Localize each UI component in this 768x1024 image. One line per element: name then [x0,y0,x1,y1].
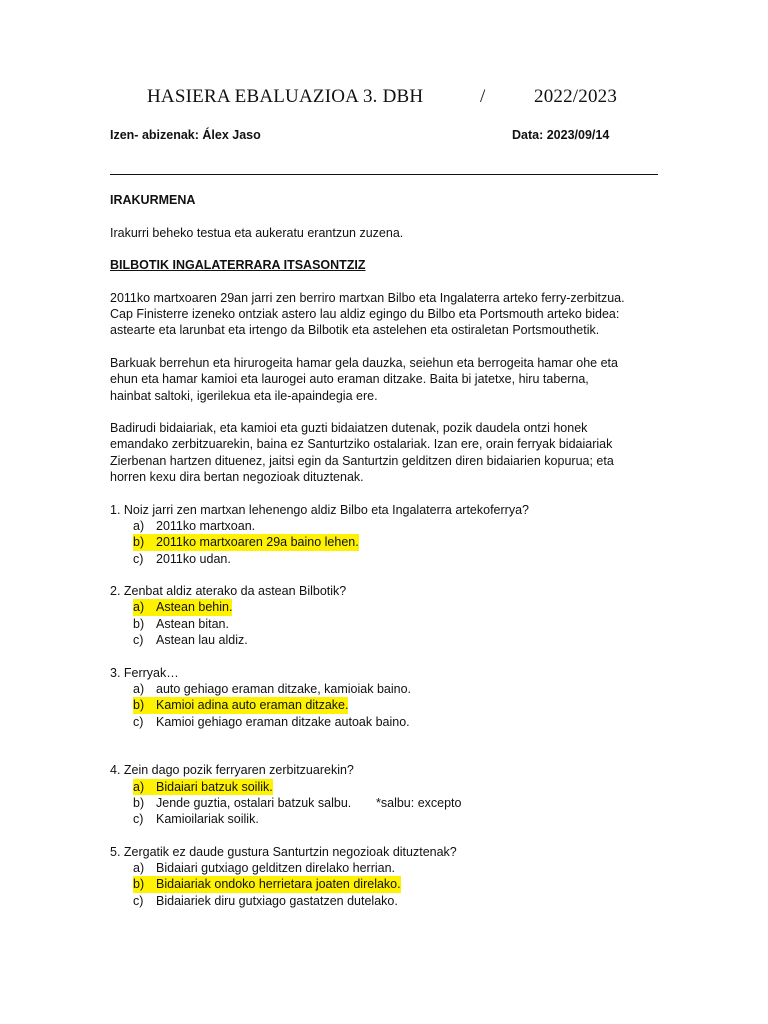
option-text: Bidaiariak ondoko herrietara joaten direlako. [156,877,401,892]
option-letter: c) [133,633,144,648]
paragraph-line: astearte eta larunbat eta irtengo da Bilbotik eta astelehen eta ostiraletan Portsmouthetik. [110,323,600,338]
option-letter: c) [133,812,144,827]
paragraph [110,355,670,404]
answer-option[interactable] [110,876,670,892]
option-text: Kamioilariak soilik. [156,812,259,827]
option-letter: c) [133,551,144,566]
option-letter: a) [133,681,145,696]
highlighted-answer [133,876,401,892]
option-text: Astean lau aldiz. [156,633,248,648]
answer-text-wrap [156,681,411,697]
answer-text-wrap [156,795,351,811]
spacer [110,485,670,501]
highlighted-answer [133,697,348,713]
option-letter: a) [133,600,145,615]
paragraph-line: Badirudi bidaiariak, eta kamioi eta guzti bidaiatzen dutenak, pozik daudela ontzi honek [110,421,588,436]
school-year: 2022/2023 [534,86,618,107]
answer-option[interactable] [110,795,670,811]
document-title [0,86,768,110]
paragraph-line: Cap Finisterre izeneko ontziak astero lau aldiz egingo du Bilbo eta Portsmouth arteko bidea: [110,307,620,322]
spacer [110,909,670,925]
question-text: 2. Zenbat aldiz aterako da astean Bilbotik? [110,584,347,599]
question-text: 3. Ferryak… [110,665,179,680]
answer-text-wrap [156,518,255,534]
answer-option[interactable] [110,534,670,550]
option-letter: b) [133,535,145,550]
answer-text-wrap [156,811,259,827]
highlighted-answer [133,599,232,615]
option-letter: a) [133,518,145,533]
option-letter: b) [133,698,145,713]
option-letter: a) [133,861,145,876]
paragraph-line: 2011ko martxoaren 29an jarri zen berriro martxan Bilbo eta Ingalaterra arteko ferry-zerbitzua. [110,290,625,305]
answer-option[interactable] [110,518,670,534]
answer-text-wrap [156,893,398,909]
paragraph-line: hainbat saltoki, igerilekua eta ile-apaindegia ere. [110,388,378,403]
highlighted-answer [133,779,273,795]
paragraph-line: emandako zerbitzuarekin, baina ez Santurtziko ostalariak. Izan ere, orain ferryak bidaiariak [110,437,613,452]
spacer [110,730,670,763]
reading-text [110,290,670,502]
option-text: 2011ko martxoan. [156,518,256,533]
footnote-text: *salbu: excepto [376,795,462,810]
exam-date: Data: 2023/09/14 [512,128,610,142]
spacer [110,648,670,664]
option-text: Bidaiari gutxiago gelditzen direlako herrian. [156,861,396,876]
answer-option[interactable] [110,616,670,632]
option-text: 2011ko martxoaren 29a baino lehen. [156,535,359,550]
paragraph [110,290,670,339]
paragraph-line: Barkuak berrehun eta hirurogeita hamar gela dauzka, seiehun eta berrogeita hamar ohe eta [110,355,618,370]
question-text: 4. Zein dago pozik ferryaren zerbitzuarekin? [110,763,354,778]
question-text: 1. Noiz jarri zen martxan lehenengo aldiz Bilbo eta Ingalaterra artekoferrya? [110,502,529,517]
answer-text-wrap [156,632,248,648]
title-separator: / [480,86,486,107]
option-text: 2011ko udan. [156,551,231,566]
spacer [110,567,670,583]
answer-text-wrap [156,714,410,730]
option-letter: b) [133,877,145,892]
question-block [110,583,670,648]
answer-option[interactable] [110,779,670,795]
answer-option[interactable] [110,714,670,730]
option-text: Astean bitan. [156,616,229,631]
spacer [110,404,670,420]
answer-option[interactable] [110,632,670,648]
header-divider [110,174,658,175]
paragraph-line: Zierbenan hartzen dituenez, jaitsi egin da Santurtzin gelditzen diren bidaiarien kopurua; eta [110,453,614,468]
answer-text-wrap [156,860,395,876]
answer-option[interactable] [110,599,670,615]
instruction-text: Irakurri beheko testua eta aukeratu erantzun zuzena. [110,225,404,240]
question-block [110,762,670,827]
question-list [110,502,670,926]
option-text: Bidaiari batzuk soilik. [156,779,273,794]
answer-text-wrap [156,616,229,632]
option-letter: a) [133,779,145,794]
section-title: IRAKURMENA [110,193,196,207]
reading-title: BILBOTIK INGALATERRARA ITSASONTZIZ [110,258,366,273]
spacer [110,339,670,355]
student-name: Izen- abizenak: Álex Jaso [110,128,261,142]
option-text: Jende guztia, ostalari batzuk salbu. [156,795,352,810]
option-letter: b) [133,795,145,810]
spacer [110,828,670,844]
question-text: 5. Zergatik ez daude gustura Santurtzin negozioak dituztenak? [110,844,457,859]
option-text: Astean behin. [156,600,233,615]
paragraph-line: horren kexu dira bertan negozioak dituztenak. [110,470,364,485]
title-text: HASIERA EBALUAZIOA 3. DBH [147,86,424,107]
question-block [110,665,670,730]
answer-option[interactable] [110,811,670,827]
option-text: Kamioi adina auto eraman ditzake. [156,698,349,713]
answer-option[interactable] [110,551,670,567]
answer-option[interactable] [110,893,670,909]
question-block [110,502,670,567]
answer-option[interactable] [110,681,670,697]
option-letter: b) [133,616,145,631]
option-text: Bidaiariek diru gutxiago gastatzen dutelako. [156,893,398,908]
answer-option[interactable] [110,860,670,876]
document-body [110,192,670,925]
answer-text-wrap [156,551,231,567]
option-letter: c) [133,714,144,729]
paragraph-line: ehun eta hamar kamioi eta laurogei auto eraman ditzake. Baita bi jatetxe, hiru taberna, [110,372,589,387]
answer-option[interactable] [110,697,670,713]
question-block [110,844,670,909]
paragraph [110,420,670,485]
highlighted-answer [133,534,359,550]
option-text: Kamioi gehiago eraman ditzake autoak baino. [156,714,410,729]
option-letter: c) [133,893,144,908]
option-text: auto gehiago eraman ditzake, kamioiak baino. [156,681,412,696]
